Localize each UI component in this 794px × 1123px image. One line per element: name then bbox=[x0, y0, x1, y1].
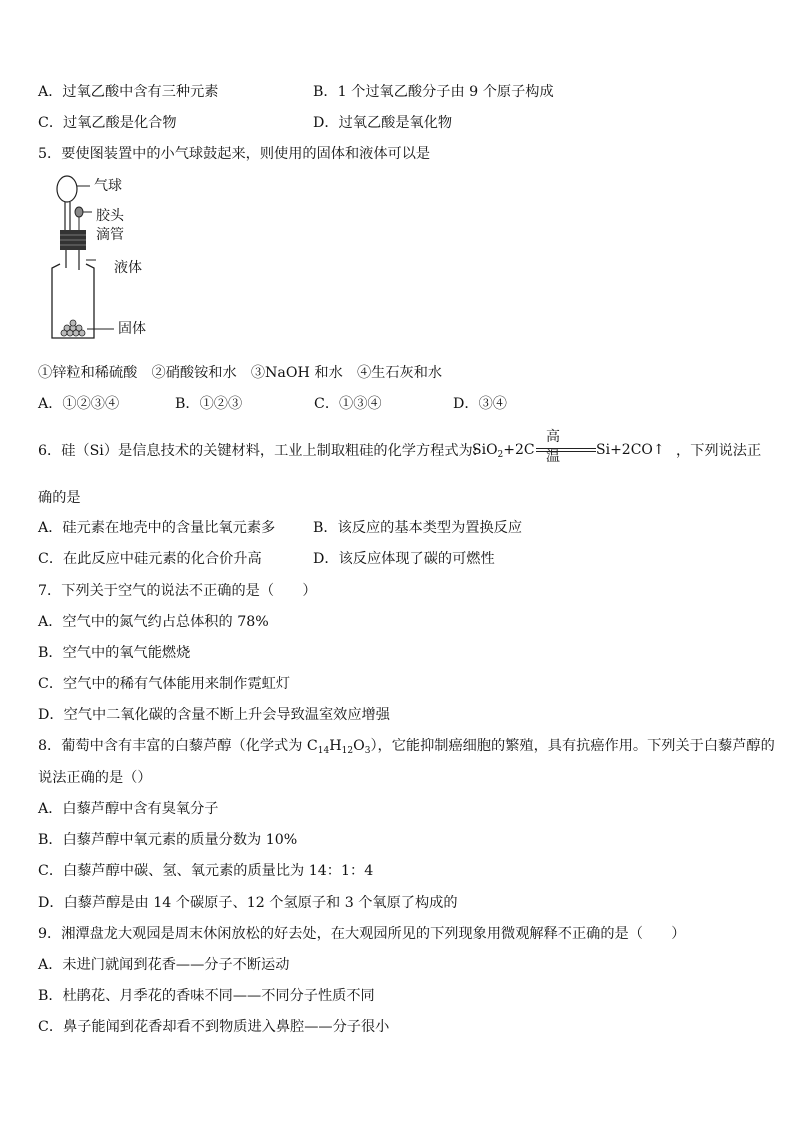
equation-carbon: +2C bbox=[503, 442, 535, 458]
q8-option-b: B．白藜芦醇中氧元素的质量分数为 10% bbox=[38, 832, 298, 848]
q4-option-c: C．过氧乙酸是化合物 bbox=[38, 115, 177, 131]
q5-option-a: A．①②③④ bbox=[38, 396, 120, 412]
q8-subscript-c: 14 bbox=[317, 746, 330, 756]
q8-stem bbox=[38, 737, 775, 760]
apparatus-drawing bbox=[42, 172, 172, 344]
label-dropper-2: 滴管 bbox=[96, 227, 124, 243]
q6-option-d: D．该反应体现了碳的可燃性 bbox=[313, 551, 495, 567]
q8-stem-part2: ），它能抑制癌细胞的繁殖，具有抗癌作用。下列关于白藜芦醇的 bbox=[370, 738, 775, 754]
q4-option-b: B．1 个过氧乙酸分子由 9 个原子构成 bbox=[313, 84, 554, 100]
q8-option-a: A．白藜芦醇中含有臭氧分子 bbox=[38, 801, 219, 817]
q5-option-b: B．①②③ bbox=[175, 396, 243, 412]
balloon-apparatus-diagram bbox=[42, 172, 172, 344]
equation-products: Si+2CO↑ bbox=[596, 442, 665, 458]
q9-option-c: C．鼻子能闻到花香却看不到物质进入鼻腔——分子很小 bbox=[38, 1019, 390, 1035]
label-balloon: 气球 bbox=[94, 178, 122, 194]
q5-stem: 5．要使图装置中的小气球鼓起来，则使用的固体和液体可以是 bbox=[38, 146, 431, 162]
equation-subscript: 2 bbox=[497, 450, 504, 460]
q5-option-d: D．③④ bbox=[453, 396, 507, 412]
q8-stem-continued: 说法正确的是（） bbox=[38, 770, 152, 786]
q7-option-b: B．空气中的氧气能燃烧 bbox=[38, 645, 191, 661]
q6-option-b: B．该反应的基本类型为置换反应 bbox=[313, 520, 523, 536]
label-dropper-1: 胶头 bbox=[96, 208, 124, 224]
q8-formula-h: H bbox=[329, 738, 342, 754]
q4-option-a: A．过氧乙酸中含有三种元素 bbox=[38, 84, 219, 100]
label-liquid: 液体 bbox=[114, 260, 142, 276]
q9-option-b: B．杜鹃花、月季花的香味不同——不同分子性质不同 bbox=[38, 988, 375, 1004]
q5-choices: ①锌粒和稀硫酸 ②硝酸铵和水 ③NaOH 和水 ④生石灰和水 bbox=[38, 365, 443, 381]
q6-option-a: A．硅元素在地壳中的含量比氧元素多 bbox=[38, 520, 276, 536]
q8-subscript-h: 12 bbox=[341, 746, 354, 756]
q7-option-c: C．空气中的稀有气体能用来制作霓虹灯 bbox=[38, 676, 291, 692]
equation-sio: SiO bbox=[472, 442, 498, 458]
q7-option-d: D．空气中二氧化碳的含量不断上升会导致温室效应增强 bbox=[38, 707, 390, 723]
equation-sign-top bbox=[536, 448, 596, 449]
label-solid: 固体 bbox=[118, 321, 146, 337]
q8-option-d: D．白藜芦醇是由 14 个碳原子、12 个氢原子和 3 个氧原了构成的 bbox=[38, 895, 458, 911]
equation-sign-bottom bbox=[536, 451, 596, 452]
q8-stem-part1: 8．葡萄中含有丰富的白藜芦醇（化学式为 C bbox=[38, 738, 318, 754]
q7-option-a: A．空气中的氮气约占总体积的 78% bbox=[38, 614, 269, 630]
q6-stem-continued: 确的是 bbox=[38, 490, 81, 506]
q8-formula-o: O bbox=[353, 738, 365, 754]
q9-option-a: A．未进门就闻到花香——分子不断运动 bbox=[38, 957, 290, 973]
q7-stem: 7．下列关于空气的说法不正确的是（ ） bbox=[38, 583, 317, 599]
q8-subscript-o: 3 bbox=[364, 746, 371, 756]
equation-condition: 高温 bbox=[546, 429, 560, 465]
q8-option-c: C．白藜芦醇中碳、氢、氧元素的质量比为 14：1：4 bbox=[38, 863, 374, 879]
q9-stem: 9．湘潭盘龙大观园是周末休闲放松的好去处，在大观园所见的下列现象用微观解释不正确的是（ ） bbox=[38, 926, 686, 942]
q6-stem-tail: ，下列说法正 bbox=[676, 443, 762, 459]
q5-option-c: C．①③④ bbox=[314, 396, 382, 412]
q4-option-d: D．过氧乙酸是氧化物 bbox=[313, 115, 453, 131]
q6-option-c: C．在此反应中硅元素的化合价升高 bbox=[38, 551, 262, 567]
equation-reactants bbox=[472, 442, 535, 460]
q6-stem: 6．硅（Si）是信息技术的关键材料，工业上制取粗硅的化学方程式为: bbox=[38, 443, 478, 459]
